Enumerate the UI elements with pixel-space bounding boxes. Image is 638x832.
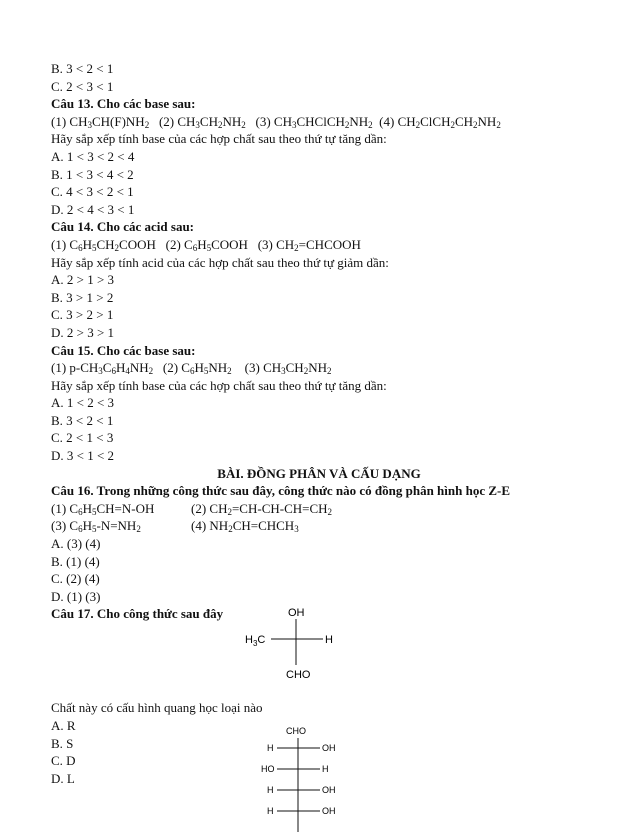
q13-option-c: C. 4 < 3 < 2 < 1 [51,184,134,200]
q16-option-b: B. (1) (4) [51,553,100,569]
q16-option-d: D. (1) (3) [51,588,101,604]
q14-title: Câu 14. Cho các acid sau: [51,219,195,235]
q15-option-d: D. 3 < 1 < 2 [51,448,115,464]
fischer2-r3-left: H [267,785,274,795]
fischer2-top-cho: CHO [286,726,306,736]
q15-option-c: C. 2 < 1 < 3 [51,430,114,446]
q16-compounds-row2: (3) $C_6H_5-N=NH_2$ (4) $NH_2CH=CHCH_3$ [51,518,299,535]
fischer2-r4-right: OH [322,806,336,816]
fischer1-right-h: H [325,634,333,647]
q13-compounds: (1) $CH_3CH(F)NH_2$ (2) $CH_3CH_2NH_2$ (3) $CH_3CHClCH_2NH_2$ (4) $CH_2ClCH_2CH_2NH_2$ [51,113,501,130]
q14-compounds: (1) $C_6H_5CH_2COOH$ (2) $C_6H_5COOH$ (3) $CH_2=CHCOOH$ [51,236,361,253]
q17-option-b: B. S [51,735,74,751]
fischer2-r4-left: H [267,806,274,816]
q13-option-d: D. 2 < 4 < 3 < 1 [51,201,135,217]
q15-title: Câu 15. Cho các base sau: [51,342,196,358]
document-page [51,60,611,787]
q17-block [51,605,611,691]
q13-title: Câu 13. Cho các base sau: [51,96,196,112]
q17-question: Chất này có cấu hình quang học loại nào [51,700,263,716]
section-title: BÀI. ĐỒNG PHÂN VÀ CẤU DẠNG [217,465,421,481]
q12-option-c: C. 2 < 3 < 1 [51,78,114,94]
q13-option-b: B. 1 < 3 < 4 < 2 [51,166,134,182]
fischer2-r2-left: HO [261,764,275,774]
q16-title: Câu 16. Trong những công thức sau đây, công thức nào có đồng phân hình học Z-E [51,483,511,499]
q17-title: Câu 17. Cho công thức sau đây [51,606,224,622]
q16-option-a: A. (3) (4) [51,536,101,552]
q13-instruction: Hãy sắp xếp tính base của các hợp chất sau theo thứ tự tăng dần: [51,131,387,147]
fischer2-r1-left: H [267,743,274,753]
q14-option-c: C. 3 > 2 > 1 [51,307,114,323]
q17-option-d: D. L [51,770,75,786]
q13-option-a: A. 1 < 3 < 2 < 4 [51,148,135,164]
fischer2-r2-right: H [322,764,329,774]
q14-option-a: A. 2 > 1 > 3 [51,272,115,288]
fischer1-bottom-cho: CHO [286,669,311,682]
fischer2-r1-right: OH [322,743,336,753]
q16-compounds-row1: (1) $C_6H_5CH=N-OH$ (2) $CH_2=CH-CH-CH=CH_2$ [51,500,333,517]
q17-option-c: C. D [51,753,76,769]
fischer1-top-oh: OH [288,607,305,620]
fischer-projection-1 [231,605,371,691]
q12-option-b: B. 3 < 2 < 1 [51,61,114,76]
fischer1-left-h3c: $H_3C$ [245,634,266,649]
q14-option-d: D. 2 > 3 > 1 [51,324,115,340]
fischer2-r3-right: OH [322,785,336,795]
q14-instruction: Hãy sắp xếp tính acid của các hợp chất sau theo thứ tự giảm dần: [51,254,389,270]
fischer-projection-2 [250,722,350,832]
q15-compounds: (1) $p-CH_3C_6H_4NH_2$ (2) $C_6H_5NH_2$ (3) $CH_3CH_2NH_2$ [51,360,332,377]
q15-option-a: A. 1 < 2 < 3 [51,395,115,411]
q15-instruction: Hãy sắp xếp tính base của các hợp chất sau theo thứ tự tăng dần: [51,377,387,393]
q15-option-b: B. 3 < 2 < 1 [51,412,114,428]
q17-option-a: A. R [51,718,76,733]
q16-option-c: C. (2) (4) [51,571,100,587]
q14-option-b: B. 3 > 1 > 2 [51,289,114,305]
